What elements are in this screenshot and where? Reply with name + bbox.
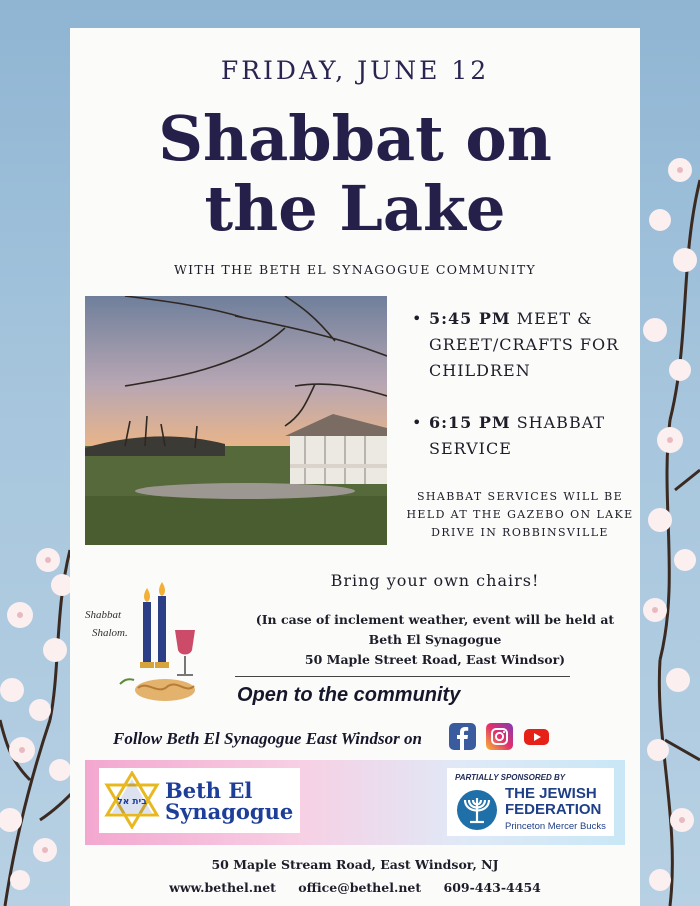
open-to-community: Open to the community — [237, 684, 461, 706]
event-title-line2: the Lake — [204, 172, 506, 245]
gazebo-sunset-photo — [85, 296, 387, 545]
schedule-text: SHABBAT SERVICE — [429, 413, 606, 458]
weather-line3: 50 Maple Street Road, East Windsor) — [304, 652, 566, 667]
event-date: FRIDAY, JUNE 12 — [220, 56, 490, 85]
weather-note — [235, 610, 635, 670]
schedule-time: 6:15 PM — [429, 413, 511, 432]
location-note: SHABBAT SERVICES WILL BE HELD AT THE GAZEBO ON LAKE DRIVE IN ROBBINSVILLE — [406, 490, 634, 539]
event-title — [70, 104, 640, 244]
schedule-time: 5:45 PM — [429, 309, 511, 328]
shabbat-graphic-line1: Shabbat — [85, 609, 122, 621]
menorah-logo-icon — [455, 788, 499, 832]
federation-name-line2: FEDERATION — [505, 801, 602, 818]
facebook-icon[interactable] — [449, 723, 476, 750]
bring-chairs-note: Bring your own chairs! — [330, 571, 540, 590]
footer-contacts — [70, 880, 640, 895]
event-title-line1: Shabbat on — [158, 102, 552, 175]
left-blossom-branch — [0, 520, 75, 906]
instagram-icon[interactable] — [486, 723, 513, 750]
shabbat-candles-graphic — [80, 580, 210, 710]
shabbat-graphic-line2: Shalom. — [92, 627, 128, 639]
schedule-list — [412, 306, 627, 488]
event-subtitle: WITH THE BETH EL SYNAGOGUE COMMUNITY — [173, 262, 537, 277]
divider — [235, 676, 570, 677]
logo-name-line2: Synagogue — [165, 799, 294, 824]
youtube-icon[interactable] — [523, 723, 550, 750]
federation-name-line1: THE JEWISH — [505, 785, 597, 802]
logo-name-line1: Beth El — [165, 778, 253, 803]
weather-line1: (In case of inclement weather, event will be held at — [255, 612, 615, 627]
footer-address: 50 Maple Stream Road, East Windsor, NJ — [211, 857, 499, 872]
schedule-item — [412, 410, 627, 462]
weather-line2: Beth El Synagogue — [368, 632, 502, 647]
website-link[interactable]: www.bethel.net — [169, 880, 276, 895]
schedule-text: MEET & GREET/CRAFTS FOR CHILDREN — [429, 309, 620, 380]
email-link[interactable]: office@bethel.net — [298, 880, 422, 895]
sponsor-label: PARTIALLY SPONSORED BY — [455, 773, 566, 782]
federation-name — [505, 786, 601, 818]
beth-el-logo-text — [165, 780, 293, 822]
schedule-item — [412, 306, 627, 384]
phone-number: 609-443-4454 — [443, 880, 541, 895]
star-of-david-logo-icon — [103, 771, 161, 829]
logo-hebrew-text: בית אל — [117, 797, 147, 807]
federation-region: Princeton Mercer Bucks — [505, 821, 606, 832]
follow-text: Follow Beth El Synagogue East Windsor on — [113, 729, 422, 748]
right-blossom-branch — [640, 140, 700, 906]
